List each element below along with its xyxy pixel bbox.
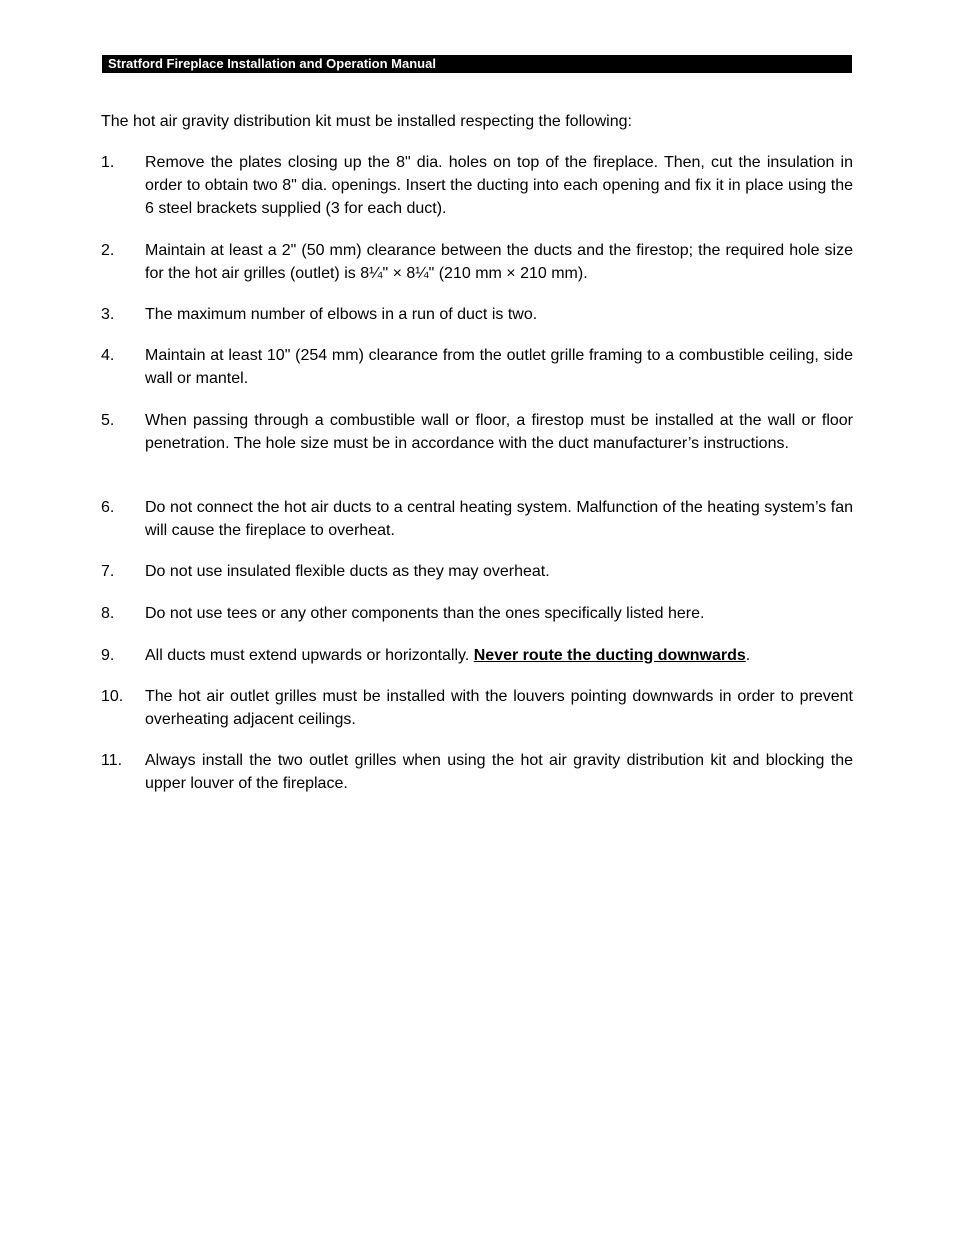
list-item-number: 3. xyxy=(101,306,115,323)
list-item-10 xyxy=(101,685,853,731)
list-item-7 xyxy=(101,560,853,583)
list-item-number: 5. xyxy=(101,412,115,429)
list-item-9 xyxy=(101,644,853,667)
list-item-5 xyxy=(101,409,853,455)
document-header-bar xyxy=(102,55,852,73)
list-item-text-lead: All ducts must extend upwards or horizontally. xyxy=(145,647,474,664)
list-item-number: 7. xyxy=(101,563,115,580)
document-header-title: Stratford Fireplace Installation and Operation Manual xyxy=(108,56,436,71)
list-item-text: Do not use insulated flexible ducts as they may overheat. xyxy=(145,563,550,580)
list-item-text: Do not use tees or any other components than the ones specifically listed here. xyxy=(145,605,705,622)
list-item-text: Remove the plates closing up the 8" dia. holes on top of the fireplace. Then, cut the insulation in order to obtain two 8" dia. openings. Insert the ducting into each opening and fix it in place using the 6 steel brackets supplied (3 for each duct). xyxy=(145,154,853,217)
list-item-text: Always install the two outlet grilles when using the hot air gravity distribution kit and blocking the upper louver of the fireplace. xyxy=(145,752,853,792)
list-item-text: Do not connect the hot air ducts to a central heating system. Malfunction of the heating system’s fan will cause the fireplace to overheat. xyxy=(145,499,853,539)
list-item-3 xyxy=(101,303,853,326)
list-item-4 xyxy=(101,344,853,390)
list-item-1 xyxy=(101,151,853,220)
list-item-number: 9. xyxy=(101,647,115,664)
list-item-8 xyxy=(101,602,853,625)
list-item-text: When passing through a combustible wall or floor, a firestop must be installed at the wall or floor penetration. The hole size must be in accordance with the duct manufacturer’s instructions. xyxy=(145,412,853,452)
list-item-11 xyxy=(101,749,853,795)
list-item-text: The maximum number of elbows in a run of duct is two. xyxy=(145,306,538,323)
list-item-2 xyxy=(101,239,853,285)
list-item-number: 2. xyxy=(101,242,115,259)
list-item-text xyxy=(145,644,853,667)
list-item-text: Maintain at least 10" (254 mm) clearance from the outlet grille framing to a combustible ceiling, side wall or mantel. xyxy=(145,347,853,387)
intro-paragraph: The hot air gravity distribution kit must be installed respecting the following: xyxy=(101,113,632,130)
list-item-6 xyxy=(101,496,853,542)
list-item-number: 10. xyxy=(101,688,124,705)
list-item-number: 4. xyxy=(101,347,115,364)
list-item-number: 8. xyxy=(101,605,115,622)
list-item-number: 11. xyxy=(101,752,123,769)
emphasis-warning-text: Never route the ducting downwards xyxy=(473,647,746,664)
list-item-text: The hot air outlet grilles must be installed with the louvers pointing downwards in order to prevent overheating adjacent ceilings. xyxy=(145,688,853,728)
list-item-number: 1. xyxy=(101,154,115,171)
list-item-number: 6. xyxy=(101,499,115,516)
list-item-text: Maintain at least a 2" (50 mm) clearance between the ducts and the firestop; the required hole size for the hot air grilles (outlet) is 8¼" × 8¼" (210 mm × 210 mm). xyxy=(145,242,853,282)
list-item-text-trail: . xyxy=(745,647,751,664)
